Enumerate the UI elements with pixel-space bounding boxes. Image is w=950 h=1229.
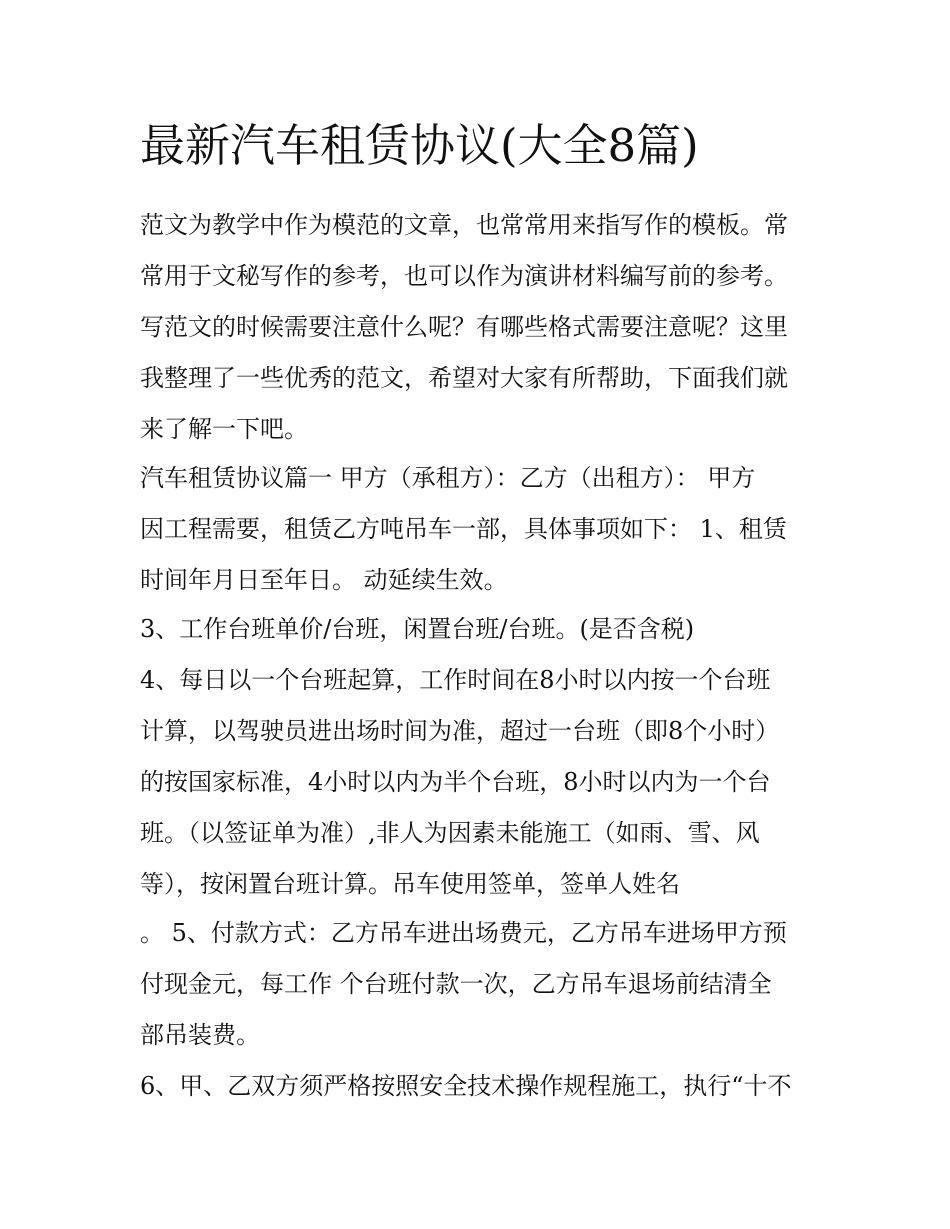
paragraph-line: 的按国家标准，4小时以内为半个台班，8小时以内为一个台 xyxy=(140,768,771,796)
paragraph-clause-6 xyxy=(140,1061,830,1112)
paragraph-line: 部吊装费。 xyxy=(140,1021,260,1049)
paragraph-line: 因工程需要，租赁乙方吨吊车一部，具体事项如下： 1、租赁 xyxy=(140,515,787,543)
paragraph-agreement-one xyxy=(140,453,830,606)
paragraph-line: 计算，以驾驶员进出场时间为准，超过一台班（即8个小时） xyxy=(140,717,780,745)
paragraph-clause-3 xyxy=(140,604,830,655)
paragraph-clause-4 xyxy=(140,655,830,910)
paragraph-line: 常用于文秘写作的参考，也可以作为演讲材料编写前的参考。 xyxy=(140,262,788,290)
paragraph-line: 我整理了一些优秀的范文，希望对大家有所帮助，下面我们就 xyxy=(140,364,788,392)
document-title: 最新汽车租赁协议(大全8篇) xyxy=(140,119,699,172)
paragraph-clause-5 xyxy=(140,908,830,1061)
paragraph-line: 来了解一下吧。 xyxy=(140,415,308,443)
paragraph-line: 付现金元，每工作 个台班付款一次，乙方吊车退场前结清全 xyxy=(140,970,772,998)
paragraph-line: 6、甲、乙双方须严格按照安全技术操作规程施工，执行“十不 xyxy=(140,1072,792,1100)
paragraph-intro xyxy=(140,200,830,455)
paragraph-line: 汽车租赁协议篇一 甲方（承租方）：乙方（出租方）： 甲方 xyxy=(140,464,756,492)
paragraph-line: 3、工作台班单价/台班，闲置台班/台班。(是否含税) xyxy=(140,615,695,643)
paragraph-line: 班。（以签证单为准）,非人为因素未能施工（如雨、雪、风 xyxy=(140,819,760,847)
paragraph-line: 写范文的时候需要注意什么呢？有哪些格式需要注意呢？这里 xyxy=(140,313,788,341)
paragraph-line: 等），按闲置台班计算。吊车使用签单，签单人姓名 xyxy=(140,870,680,898)
paragraph-line: 范文为教学中作为模范的文章，也常常用来指写作的模板。常 xyxy=(140,211,788,239)
paragraph-line: 。 5、付款方式：乙方吊车进出场费元，乙方吊车进场甲方预 xyxy=(140,919,787,947)
paragraph-line: 4、每日以一个台班起算，工作时间在8小时以内按一个台班 xyxy=(140,666,771,694)
paragraph-line: 时间年月日至年日。 动延续生效。 xyxy=(140,566,508,594)
